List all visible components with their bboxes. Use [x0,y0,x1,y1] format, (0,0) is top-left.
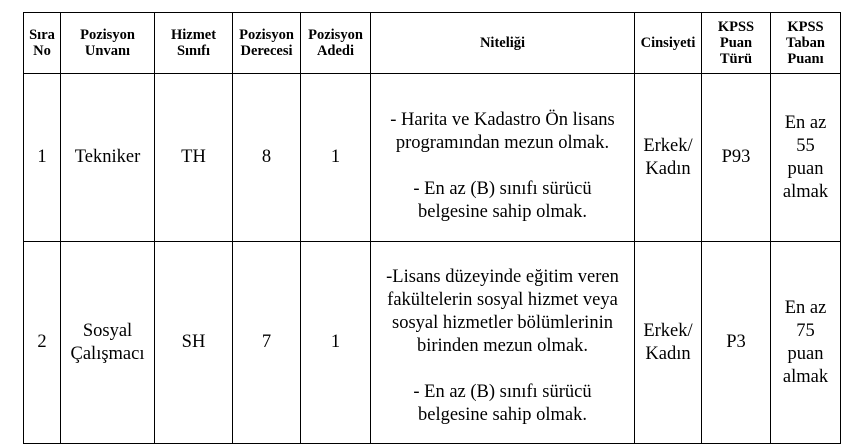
cell-cinsiyeti: Erkek/ Kadın [635,74,702,242]
qualification-line: - En az (B) sınıfı sürücü [413,178,592,199]
header-kpss-taban-puani: KPSS Taban Puanı [771,13,841,74]
cell-niteligi [371,242,635,444]
cell-sira-no: 1 [24,74,61,242]
cell-pozisyon-unvani: Sosyal Çalışmacı [61,242,155,444]
header-cinsiyeti: Cinsiyeti [635,13,702,74]
table-row [24,242,841,444]
qualification-line: programından mezun olmak. [395,132,610,153]
table-row [24,74,841,242]
header-row [24,13,841,74]
header-hizmet-sinifi: Hizmet Sınıfı [155,13,233,74]
cell-niteligi [371,74,635,242]
cell-pozisyon-derecesi: 7 [233,242,301,444]
qualification-line: - Harita ve Kadastro Ön lisans [390,109,615,130]
qualification-line: - En az (B) sınıfı sürücü [413,382,592,402]
header-pozisyon-adedi: Pozisyon Adedi [301,13,371,74]
cell-pozisyon-adedi: 1 [301,74,371,242]
qualification-line: -Lisans düzeyinde eğitim veren [386,267,619,287]
header-niteligi: Niteliği [371,13,635,74]
cell-pozisyon-derecesi: 8 [233,74,301,242]
header-pozisyon-derecesi: Pozisyon Derecesi [233,13,301,74]
header-pozisyon-unvani: Pozisyon Unvanı [61,13,155,74]
cell-pozisyon-adedi: 1 [301,242,371,444]
cell-kpss-taban-puani: En az 75 puan almak [771,242,841,444]
qualification-line: belgesine sahip olmak. [417,405,588,425]
cell-pozisyon-unvani: Tekniker [61,74,155,242]
cell-hizmet-sinifi: SH [155,242,233,444]
qualification-line: fakültelerin sosyal hizmet veya [387,290,618,310]
cell-cinsiyeti: Erkek/ Kadın [635,242,702,444]
header-sira-no: Sıra No [24,13,61,74]
cell-kpss-taban-puani: En az 55 puan almak [771,74,841,242]
header-kpss-puan-turu: KPSS Puan Türü [702,13,771,74]
qualification-line: belgesine sahip olmak. [417,201,588,222]
qualification-line: sosyal hizmetler bölümlerinin [392,313,613,333]
cell-kpss-puan-turu: P93 [702,74,771,242]
cell-hizmet-sinifi: TH [155,74,233,242]
cell-sira-no: 2 [24,242,61,444]
cell-kpss-puan-turu: P3 [702,242,771,444]
qualification-line: birinden mezun olmak. [416,336,589,356]
position-table [23,12,841,444]
